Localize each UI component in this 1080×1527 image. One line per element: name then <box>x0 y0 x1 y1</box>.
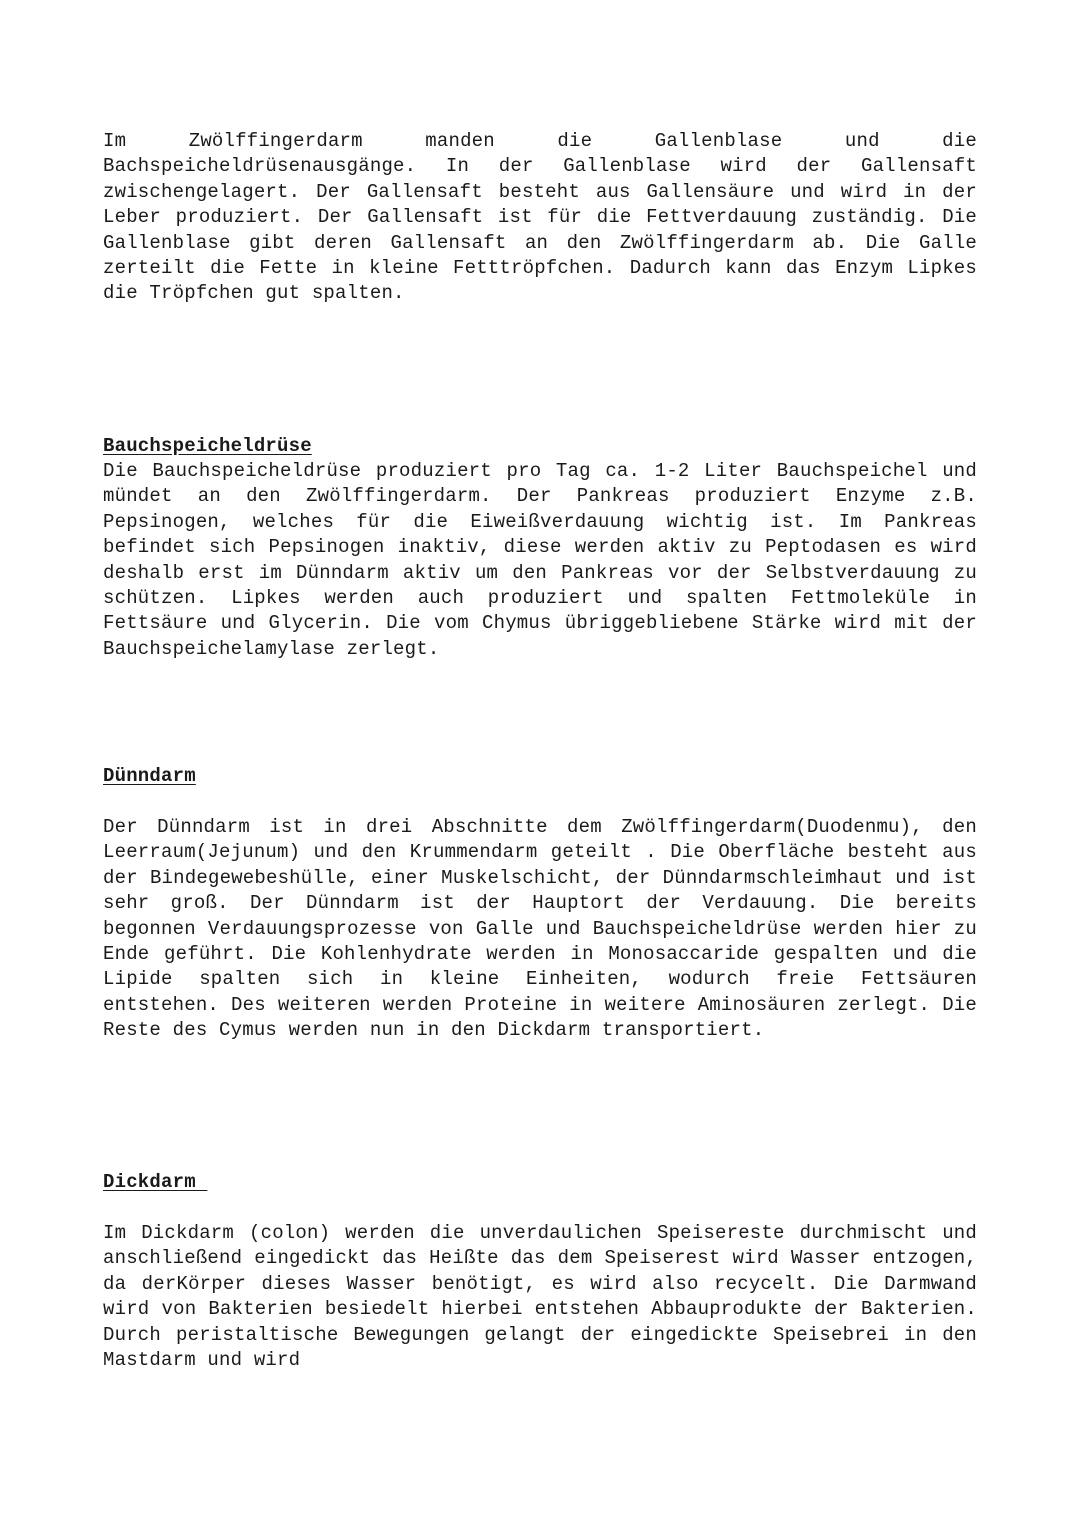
paragraph-zwoelffingerdarm: Im Zwölffingerdarm manden die Gallenblase und die Bachspeicheldrüsenausgänge. In der Gallenblase wird der Gallensaft zwischengelagert. Der Gallensaft besteht aus Gallensäure und wird in der Leber produziert. Der Gallensaft ist für die Fettverdauung zuständig. Die Gallenblase gibt deren Gallensaft an den Zwölffingerdarm ab. Die Galle zerteilt die Fette in kleine Fetttröpfchen. Dadurch kann das Enzym Lipkes die Tröpfchen gut spalten. <box>103 130 977 305</box>
heading-duenndarm: Dünndarm <box>103 765 196 787</box>
paragraph-dickdarm: Im Dickdarm (colon) werden die unverdaulichen Speisereste durchmischt und anschließend eingedickt das Heißte das dem Speiserest wird Wasser entzogen, da derKörper dieses Wasser benötigt, es wird also recycelt. Die Darmwand wird von Bakterien besiedelt hierbei entstehen Abbauprodukte der Bakterien. Durch peristaltische Bewegungen gelangt der eingedickte Speisebrei in den Mastdarm und wird <box>103 1222 977 1372</box>
paragraph-bauchspeicheldruese: Die Bauchspeicheldrüse produziert pro Tag ca. 1-2 Liter Bauchspeichel und mündet an den Zwölffingerdarm. Der Pankreas produziert Enzyme z.B. Pepsinogen, welches für die Eiweißverdauung wichtig ist. Im Pankreas befindet sich Pepsinogen inaktiv, diese werden aktiv zu Peptodasen es wird deshalb erst im Dünndarm aktiv um den Pankreas vor der Selbstverdauung zu schützen. Lipkes werden auch produziert und spalten Fettmoleküle in Fettsäure und Glycerin. Die vom Chymus übriggebliebene Stärke wird mit der Bauchspeichelamylase zerlegt. <box>103 460 977 660</box>
heading-bauchspeicheldruese: Bauchspeicheldrüse <box>103 435 312 457</box>
heading-dickdarm: Dickdarm <box>103 1171 208 1193</box>
paragraph-duenndarm: Der Dünndarm ist in drei Abschnitte dem Zwölffingerdarm(Duodenmu), den Leerraum(Jejunum) und den Krummendarm geteilt . Die Oberfläche besteht aus der Bindegewebeshülle, einer Muskelschicht, der Dünndarmschleimhaut und ist sehr groß. Der Dünndarm ist der Hauptort der Verdauung. Die bereits begonnen Verdauungsprozesse von Galle und Bauchspeicheldrüse werden hier zu Ende geführt. Die Kohlenhydrate werden in Monosaccaride gespalten und die Lipide spalten sich in kleine Einheiten, wodurch freie Fettsäuren entstehen. Des weiteren werden Proteine in weitere Aminosäuren zerlegt. Die Reste des Cymus werden nun in den Dickdarm transportiert. <box>103 816 977 1042</box>
